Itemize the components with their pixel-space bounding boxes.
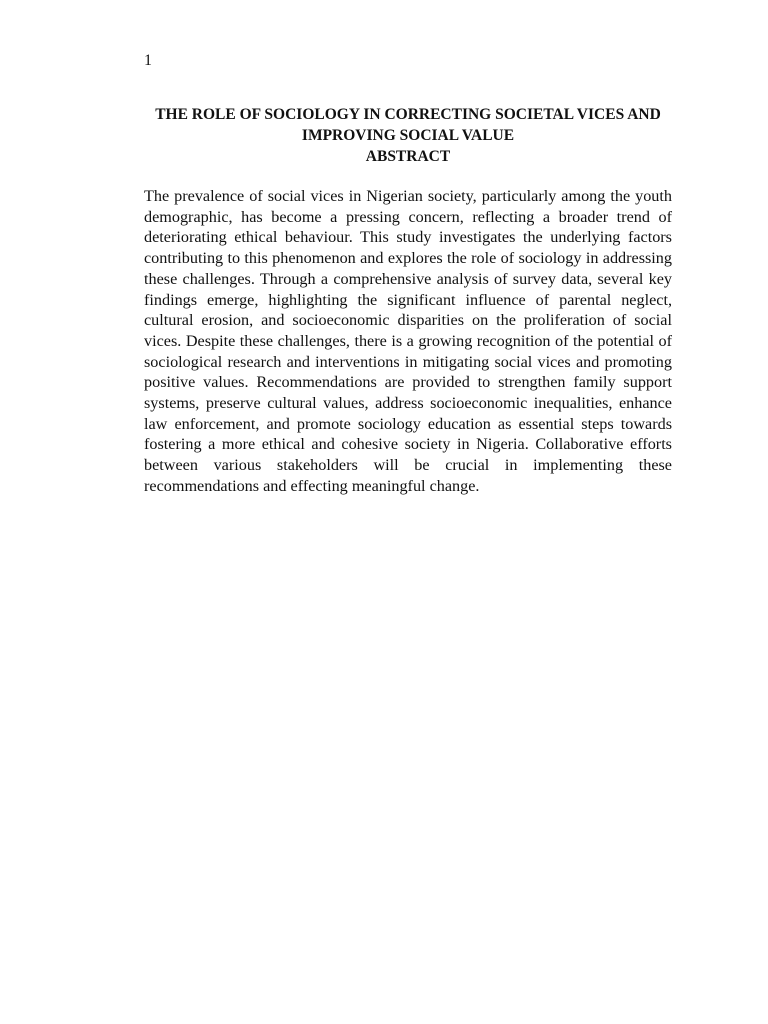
page-number: 1: [144, 52, 152, 69]
title-block: [144, 104, 672, 167]
abstract-heading: ABSTRACT: [365, 148, 451, 165]
abstract-paragraph: The prevalence of social vices in Nigerian society, particularly among the youth demographic, has become a pressing concern, reflecting a broader trend of deteriorating ethical behaviour. This study investigates the underlying factors contributing to this phenomenon and explores the role of sociology in addressing these challenges. Through a comprehensive analysis of survey data, several key findings emerge, highlighting the significant influence of parental neglect, cultural erosion, and socioeconomic disparities on the proliferation of social vices. Despite these challenges, there is a growing recognition of the potential of sociological research and interventions in mitigating social vices and promoting positive values. Recommendations are provided to strengthen family support systems, preserve cultural values, address socioeconomic inequalities, enhance law enforcement, and promote sociology education as essential steps towards fostering a more ethical and cohesive society in Nigeria. Collaborative efforts between various stakeholders will be crucial in implementing these recommendations and effecting meaningful change.: [144, 187, 672, 495]
paper-title-line-2: IMPROVING SOCIAL VALUE: [301, 127, 515, 144]
paper-title-line-1: THE ROLE OF SOCIOLOGY IN CORRECTING SOCIETAL VICES AND: [155, 106, 661, 123]
